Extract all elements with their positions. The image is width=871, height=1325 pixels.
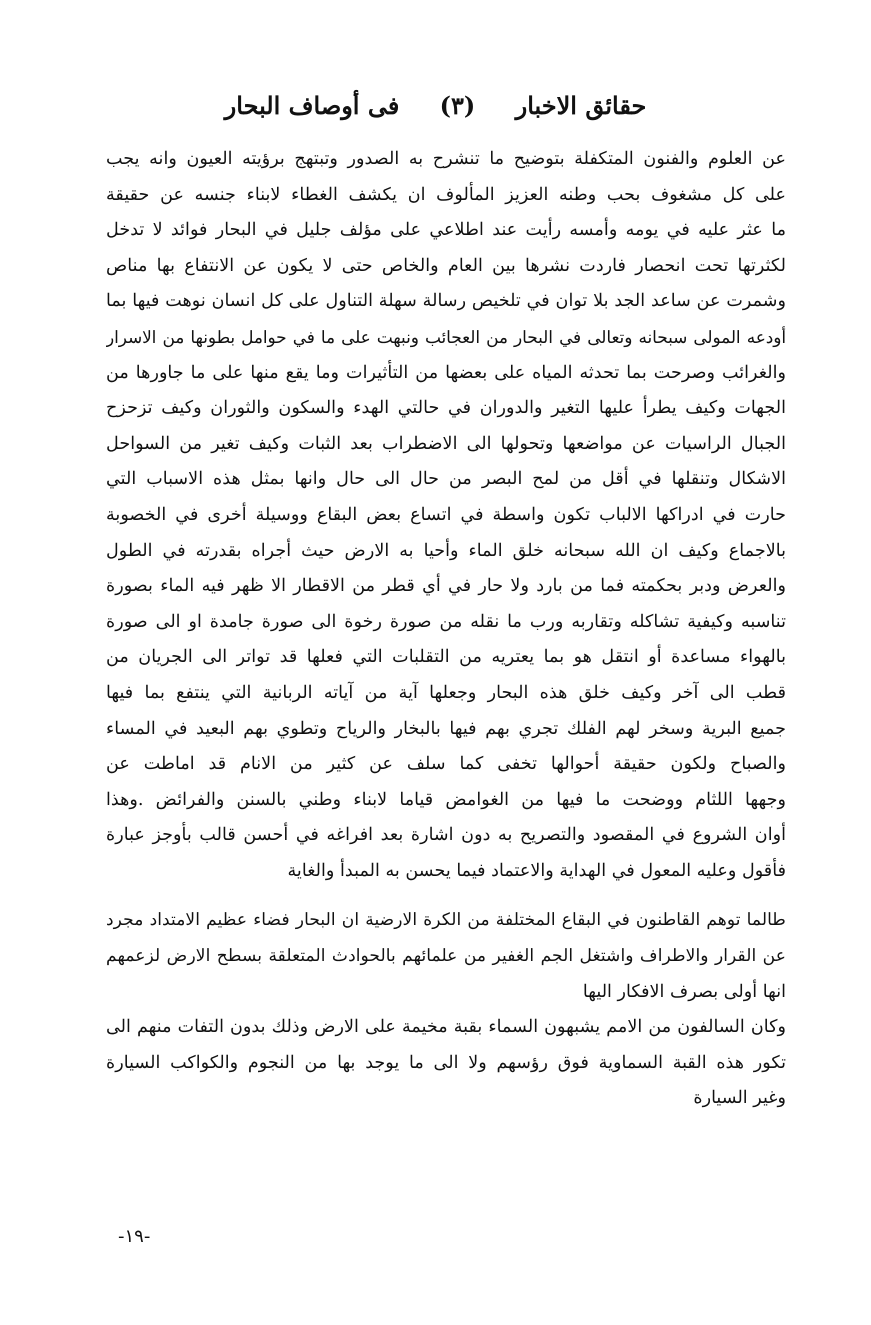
text-line: بالهواء مساعدة أو انتقل هو بما يعتريه من التقلبات التي فعلها قد تواتر الى الجريان من bbox=[106, 647, 786, 668]
text-line: انها أولى بصرف الافكار اليها bbox=[582, 981, 786, 1002]
text-line: عن القرار والاطراف واشتغل الجم الغفير من علمائهم بالحوادث المتعلقة بسطح الارض لزعمهم bbox=[106, 946, 786, 967]
text-line: فأقول وعليه المعول في الهداية والاعتماد فيما يحسن به المبدأ والغاية bbox=[287, 860, 786, 881]
text-line: على كل مشغوف بحب وطنه العزيز المألوف ان يكشف الغطاء لابناء جنسه عن حقيقة bbox=[106, 184, 786, 205]
text-line: حارت في ادراكها الالباب تكون واسطة في اتساع بعض البقاع ووسيلة أخرى في الخصوبة bbox=[106, 504, 786, 525]
text-line: والعرض ودبر بحكمته فما من بارد ولا حار في أي قطر من الاقطار الا ظهر فيه الماء بصورة bbox=[106, 576, 786, 597]
text-line: لكثرتها تحت انحصار فاردت نشرها بين العام والخاص حتى لا يكون عن الانتفاع بها مناص bbox=[106, 255, 786, 276]
text-line: تكور هذه القبة السماوية فوق رؤسهم ولا الى ما يوجد بها من النجوم والكواكب السيارة bbox=[106, 1052, 786, 1073]
header-book-title: حقائق الاخبار bbox=[515, 91, 647, 120]
text-line: بالاجماع وكيف ان الله سبحانه خلق الماء وأحيا به الارض حيث أجراه بقدرته في الطول bbox=[106, 540, 786, 561]
text-line: والغرائب وصرحت بما تحدثه المياه على بعضها من التأثيرات وما يقع منها على ما جاورها من bbox=[106, 362, 786, 383]
text-line: الاشكال وتنقلها في أقل من لمح البصر من حال الى حال وانها بمثل هذه الاسباب التي bbox=[106, 469, 786, 490]
text-line: وشمرت عن ساعد الجد بلا توان في تلخيص رسالة سهلة التناول على كل انسان نوهت فيها بما bbox=[106, 291, 786, 312]
text-line: تناسبه وكيفية تشاكله وتقاربه ورب ما نقله من صورة رخوة الى صورة جامدة او الى صورة bbox=[106, 611, 786, 632]
text-line: قطب الى آخر وكيف خلق هذه البحار وجعلها آية من آياته الربانية التي ينتفع بما فيها bbox=[106, 682, 786, 703]
text-line: أودعه المولى سبحانه وتعالى في البحار من العجائب ونبهت على ما في حوامل بطونها من الاسرار bbox=[106, 326, 786, 347]
header-page-number: (٣) bbox=[439, 91, 476, 120]
paragraph bbox=[106, 142, 786, 889]
text-line: الجهات وكيف يطرأ عليها التغير والدوران في حالتي الهدء والسكون والثوران وكيف تزحزح bbox=[106, 398, 786, 419]
text-line: وجهها اللثام ووضحت ما فيها من الغوامض قياما لابناء وطني بالسنن والفرائض .وهذا bbox=[106, 789, 786, 810]
text-line: طالما توهم القاطنون في البقاع المختلفة من الكرة الارضية ان البحار فضاء عظيم الامتداد مجرد bbox=[106, 910, 786, 931]
text-line: والصباح ولكون حقيقة أحوالها تخفى كما سلف عن كثير من الانام قد اماطت عن bbox=[106, 754, 786, 775]
paragraph bbox=[106, 903, 786, 1010]
header-chapter-title: فی أوصاف البحار bbox=[224, 91, 400, 120]
running-header bbox=[0, 86, 871, 126]
text-line: وكان السالفون من الامم يشبهون السماء بقبة مخيمة على الارض وذلك بدون التفات منهم الى bbox=[106, 1017, 786, 1038]
text-line: عن العلوم والفنون المتكفلة بتوضيح ما تنشرح به الصدور وتبتهج برؤيته العيون وانه يجب bbox=[106, 149, 786, 169]
text-line: جميع البرية وسخر لهم الفلك تجري بهم فيها بالبخار والرياح وتطوي بهم البعيد في المساء bbox=[106, 718, 786, 739]
folio-page-number: -١٩- bbox=[118, 1226, 151, 1247]
text-line: الجبال الراسيات عن مواضعها وتحولها الى الاضطراب بعد الثبات وكيف تغير من السواحل bbox=[106, 433, 786, 454]
text-line: وغير السيارة bbox=[693, 1088, 786, 1109]
paragraph bbox=[106, 1010, 786, 1117]
text-line: أوان الشروع في المقصود والتصريح به دون اشارة بعد افراغه في أحسن قالب بأوجز عبارة bbox=[106, 825, 786, 846]
text-line: ما عثر عليه في يومه وأمسه رأيت عند اطلاعي على مؤلف جليل في البحار فوائد لا تدخل bbox=[106, 220, 786, 241]
body-text bbox=[106, 142, 786, 1117]
